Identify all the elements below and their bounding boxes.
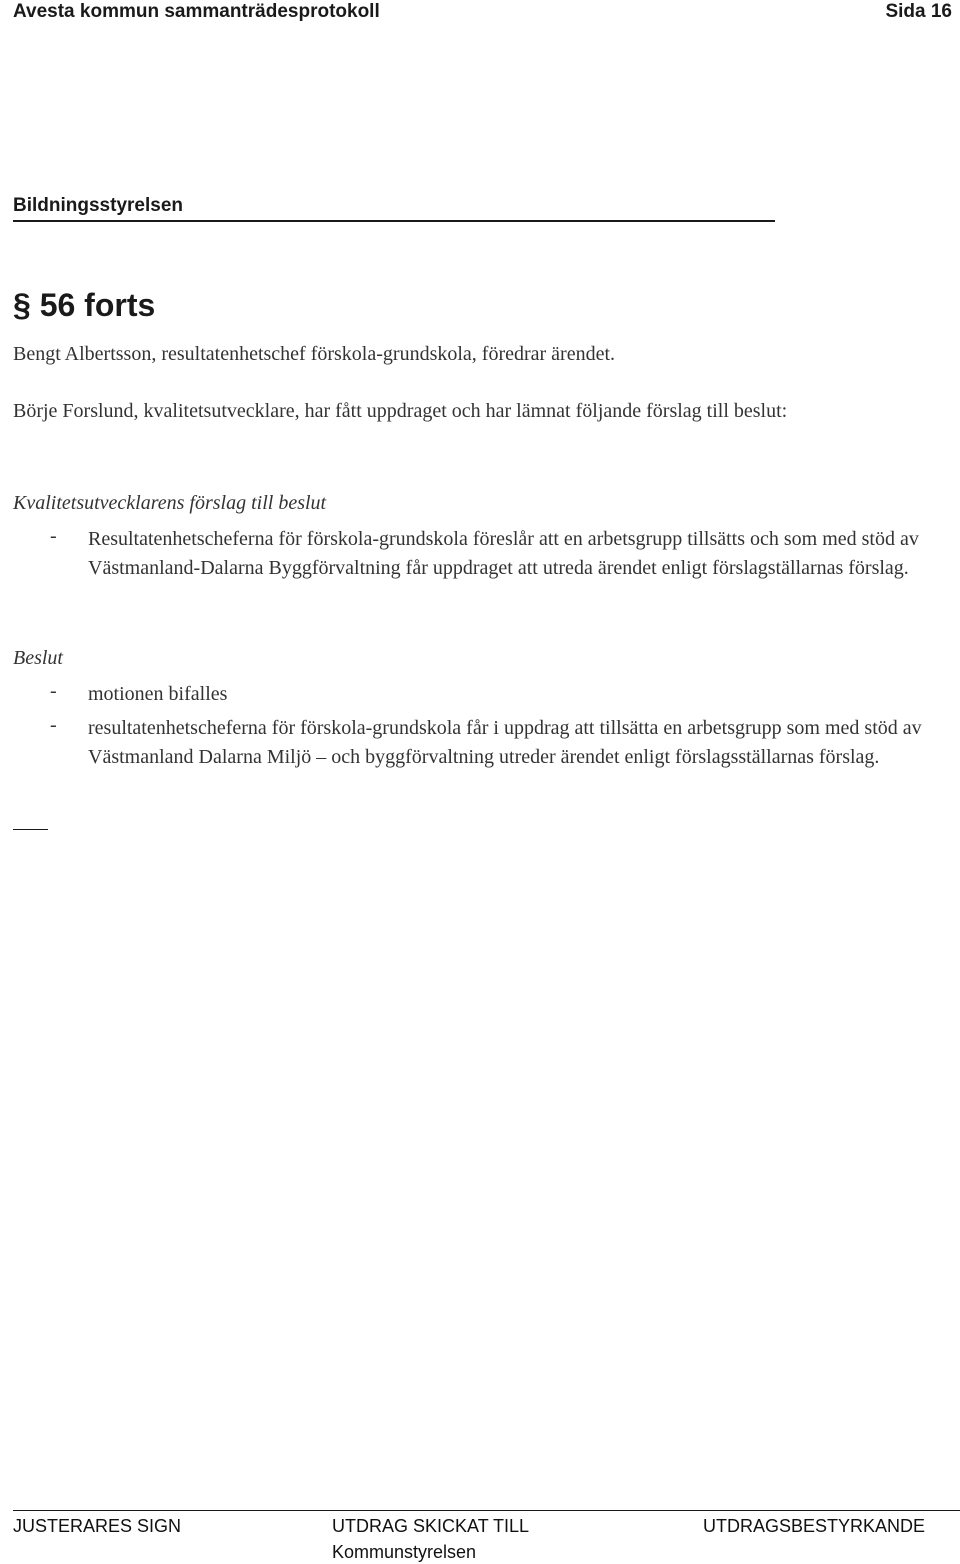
proposal-bullet-text: Resultatenhetscheferna för förskola-grundskola föreslår att en arbetsgrupp tillsätts och som med stöd av Västmanland-Dalarna Byggförvaltning får uppdraget att utreda ärendet enligt förslagställarnas förslag. [88,528,919,579]
section-end-rule [13,829,48,830]
proposal-heading: Kvalitetsutvecklarens förslag till beslut [13,492,327,514]
decision-bullet-1-dash: - [50,680,57,702]
intro-paragraph: Bengt Albertsson, resultatenhetschef förskola-grundskola, föredrar ärendet. [13,343,616,365]
proposal-bullet-dash: - [50,525,57,547]
footer-sign-label: JUSTERARES SIGN [13,1516,182,1536]
document-title: Avesta kommun sammanträdesprotokoll [13,1,380,22]
board-name: Bildningsstyrelsen [13,195,183,216]
page-number: Sida 16 [885,1,952,22]
decision-bullet-2-dash: - [50,714,57,736]
decision-bullet-1-text: motionen bifalles [88,683,228,705]
footer-rule [13,1510,960,1511]
footer-sent-label: UTDRAG SKICKAT TILL [332,1516,530,1536]
section-title: § 56 forts [13,287,156,323]
board-underline [13,220,775,222]
decision-bullet-2-text: resultatenhetscheferna för förskola-grundskola får i uppdrag att tillsätta en arbetsgrupp som med stöd av Västmanland Dalarna Miljö – och byggförvaltning utreder ärendet enligt förslagsställarnas förslag. [88,717,922,768]
footer-sent-to: Kommunstyrelsen [332,1542,477,1562]
decision-heading: Beslut [13,647,63,669]
proposal-intro-paragraph: Börje Forslund, kvalitetsutvecklare, har fått uppdraget och har lämnat följande förslag till beslut: [13,400,788,422]
footer-certify-label: UTDRAGSBESTYRKANDE [703,1516,926,1536]
